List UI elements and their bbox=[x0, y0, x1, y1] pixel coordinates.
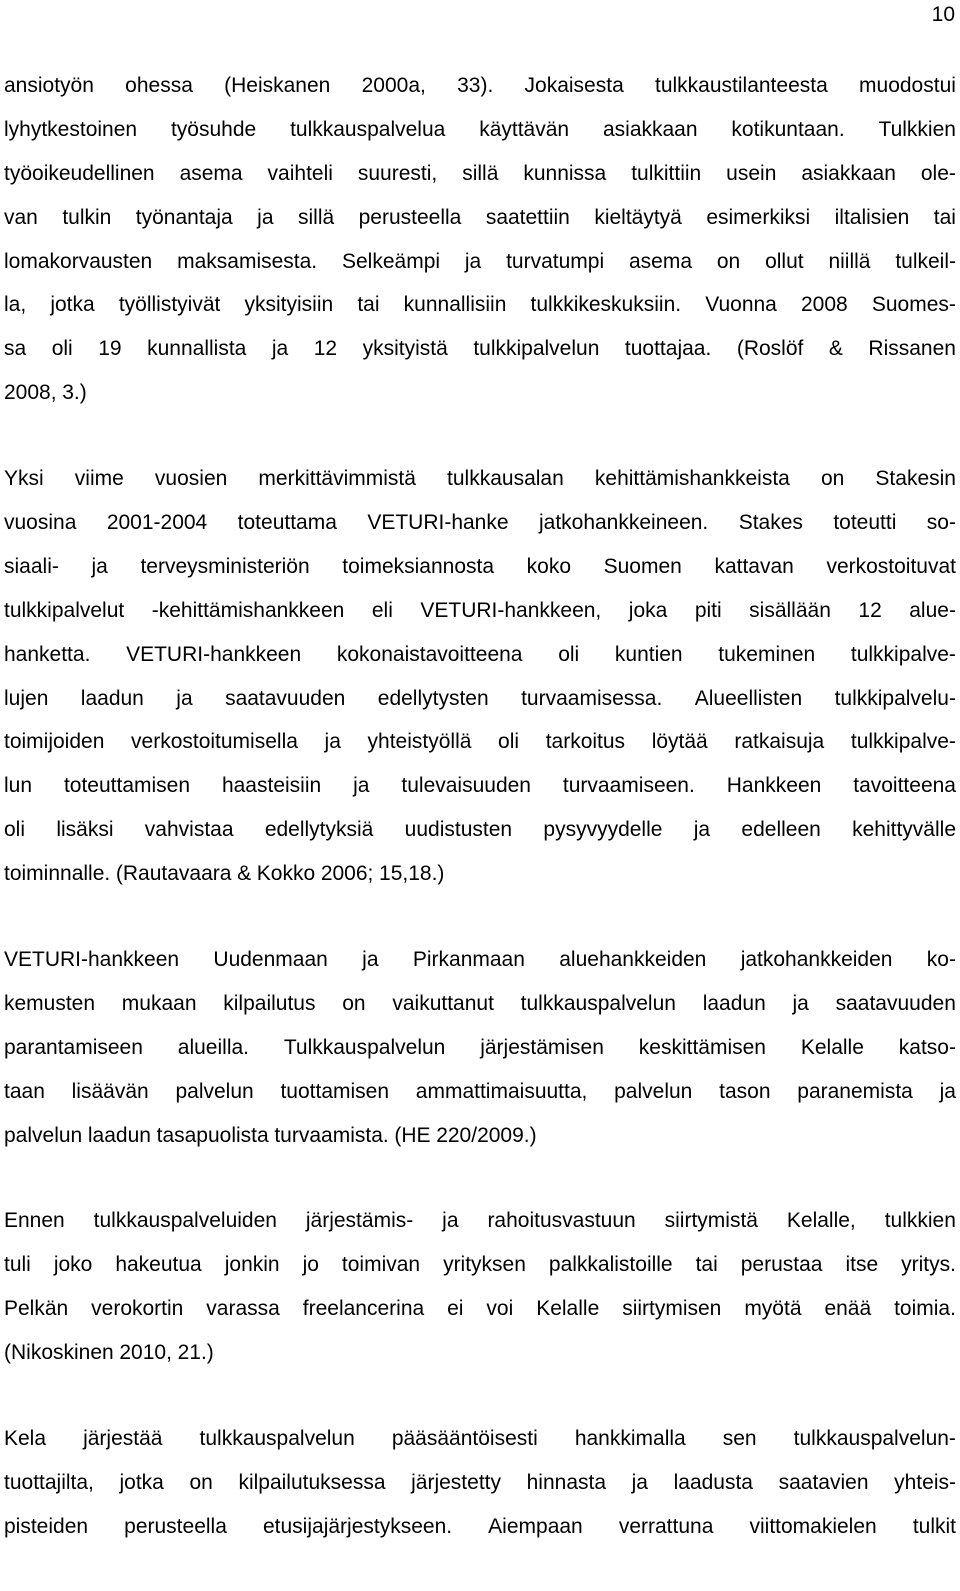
text-line: lujen laadun ja saatavuuden edellytysten turvaamisessa. Alueellisten tulkkipalvelu- bbox=[4, 686, 956, 710]
text-line: VETURI-hankkeen Uudenmaan ja Pirkanmaan aluehankkeiden jatkohankkeiden ko- bbox=[4, 948, 956, 972]
text-line: parantamiseen alueilla. Tulkkauspalvelun järjestämisen keskittämisen Kelalle katso- bbox=[4, 1035, 956, 1059]
paragraph bbox=[4, 1417, 956, 1549]
text-line: lomakorvausten maksamisesta. Selkeämpi ja turvatumpi asema on ollut niillä tulkeil- bbox=[4, 249, 956, 273]
text-line: tuli joko hakeutua jonkin jo toimivan yrityksen palkkalistoille tai perustaa itse yritys. bbox=[4, 1253, 956, 1277]
text-line: ansiotyön ohessa (Heiskanen 2000a, 33). Jokaisesta tulkkaustilanteesta muodostui bbox=[4, 74, 956, 97]
text-line: 2008, 3.) bbox=[4, 381, 87, 405]
text-line: van tulkin työnantaja ja sillä perusteella saatettiin kieltäytyä esimerkiksi iltalisien tai bbox=[4, 205, 956, 229]
text-line: lun toteuttamisen haasteisiin ja tulevaisuuden turvaamiseen. Hankkeen tavoitteena bbox=[4, 774, 956, 798]
paragraph bbox=[4, 457, 956, 896]
paragraph bbox=[4, 938, 956, 1157]
text-line: siaali- ja terveysministeriön toimeksiannosta koko Suomen kattavan verkostoituvat bbox=[4, 554, 956, 578]
text-line: sa oli 19 kunnallista ja 12 yksityistä tulkkipalvelun tuottajaa. (Roslöf & Rissanen bbox=[4, 337, 956, 361]
text-line: Kela järjestää tulkkauspalvelun pääsääntöisesti hankkimalla sen tulkkauspalvelun- bbox=[4, 1427, 956, 1451]
text-line: Pelkän verokortin varassa freelancerina ei voi Kelalle siirtymisen myötä enää toimia. bbox=[4, 1297, 956, 1321]
paragraph bbox=[4, 64, 956, 415]
text-line: toimijoiden verkostoitumisella ja yhteistyöllä oli tarkoitus löytää ratkaisuja tulkkipalve- bbox=[4, 730, 956, 754]
text-line: tuottajilta, jotka on kilpailutuksessa järjestetty hinnasta ja laadusta saatavien yhteis- bbox=[4, 1470, 956, 1494]
document-body bbox=[4, 64, 956, 1591]
text-line: Ennen tulkkauspalveluiden järjestämis- ja rahoitusvastuun siirtymistä Kelalle, tulkkien bbox=[4, 1209, 956, 1233]
text-line: toiminnalle. (Rautavaara & Kokko 2006; 15,18.) bbox=[4, 862, 445, 886]
text-line: pisteiden perusteella etusijajärjestykseen. Aiempaan verrattuna viittomakielen tulkit bbox=[4, 1514, 956, 1538]
text-line: kemusten mukaan kilpailutus on vaikuttanut tulkkauspalvelun laadun ja saatavuuden bbox=[4, 991, 956, 1015]
text-line: tulkkipalvelut -kehittämishankkeen eli VETURI-hankkeen, joka piti sisällään 12 alue- bbox=[4, 598, 956, 622]
text-line: (Nikoskinen 2010, 21.) bbox=[4, 1341, 214, 1365]
text-line: palvelun laadun tasapuolista turvaamista. (HE 220/2009.) bbox=[4, 1123, 537, 1147]
text-line: hanketta. VETURI-hankkeen kokonaistavoitteena oli kuntien tukeminen tulkkipalve- bbox=[4, 642, 956, 666]
text-line: lyhytkestoinen työsuhde tulkkauspalvelua käyttävän asiakkaan kotikuntaan. Tulkkien bbox=[4, 117, 956, 141]
text-line: oli lisäksi vahvistaa edellytyksiä uudistusten pysyvyydelle ja edelleen kehittyvälle bbox=[4, 818, 956, 842]
text-line: Yksi viime vuosien merkittävimmistä tulkkausalan kehittämishankkeista on Stakesin bbox=[4, 467, 956, 491]
text-line: vuosina 2001-2004 toteuttama VETURI-hanke jatkohankkeineen. Stakes toteutti so- bbox=[4, 511, 956, 535]
text-line: taan lisäävän palvelun tuottamisen ammattimaisuutta, palvelun tason paranemista ja bbox=[4, 1079, 956, 1103]
text-line: la, jotka työllistyivät yksityisiin tai kunnallisiin tulkkikeskuksiin. Vuonna 2008 Suomes- bbox=[4, 293, 956, 317]
page-number: 10 bbox=[931, 3, 955, 26]
paragraph bbox=[4, 1199, 956, 1375]
text-line: työoikeudellinen asema vaihteli suuresti, sillä kunnissa tulkittiin usein asiakkaan ole- bbox=[4, 161, 956, 185]
